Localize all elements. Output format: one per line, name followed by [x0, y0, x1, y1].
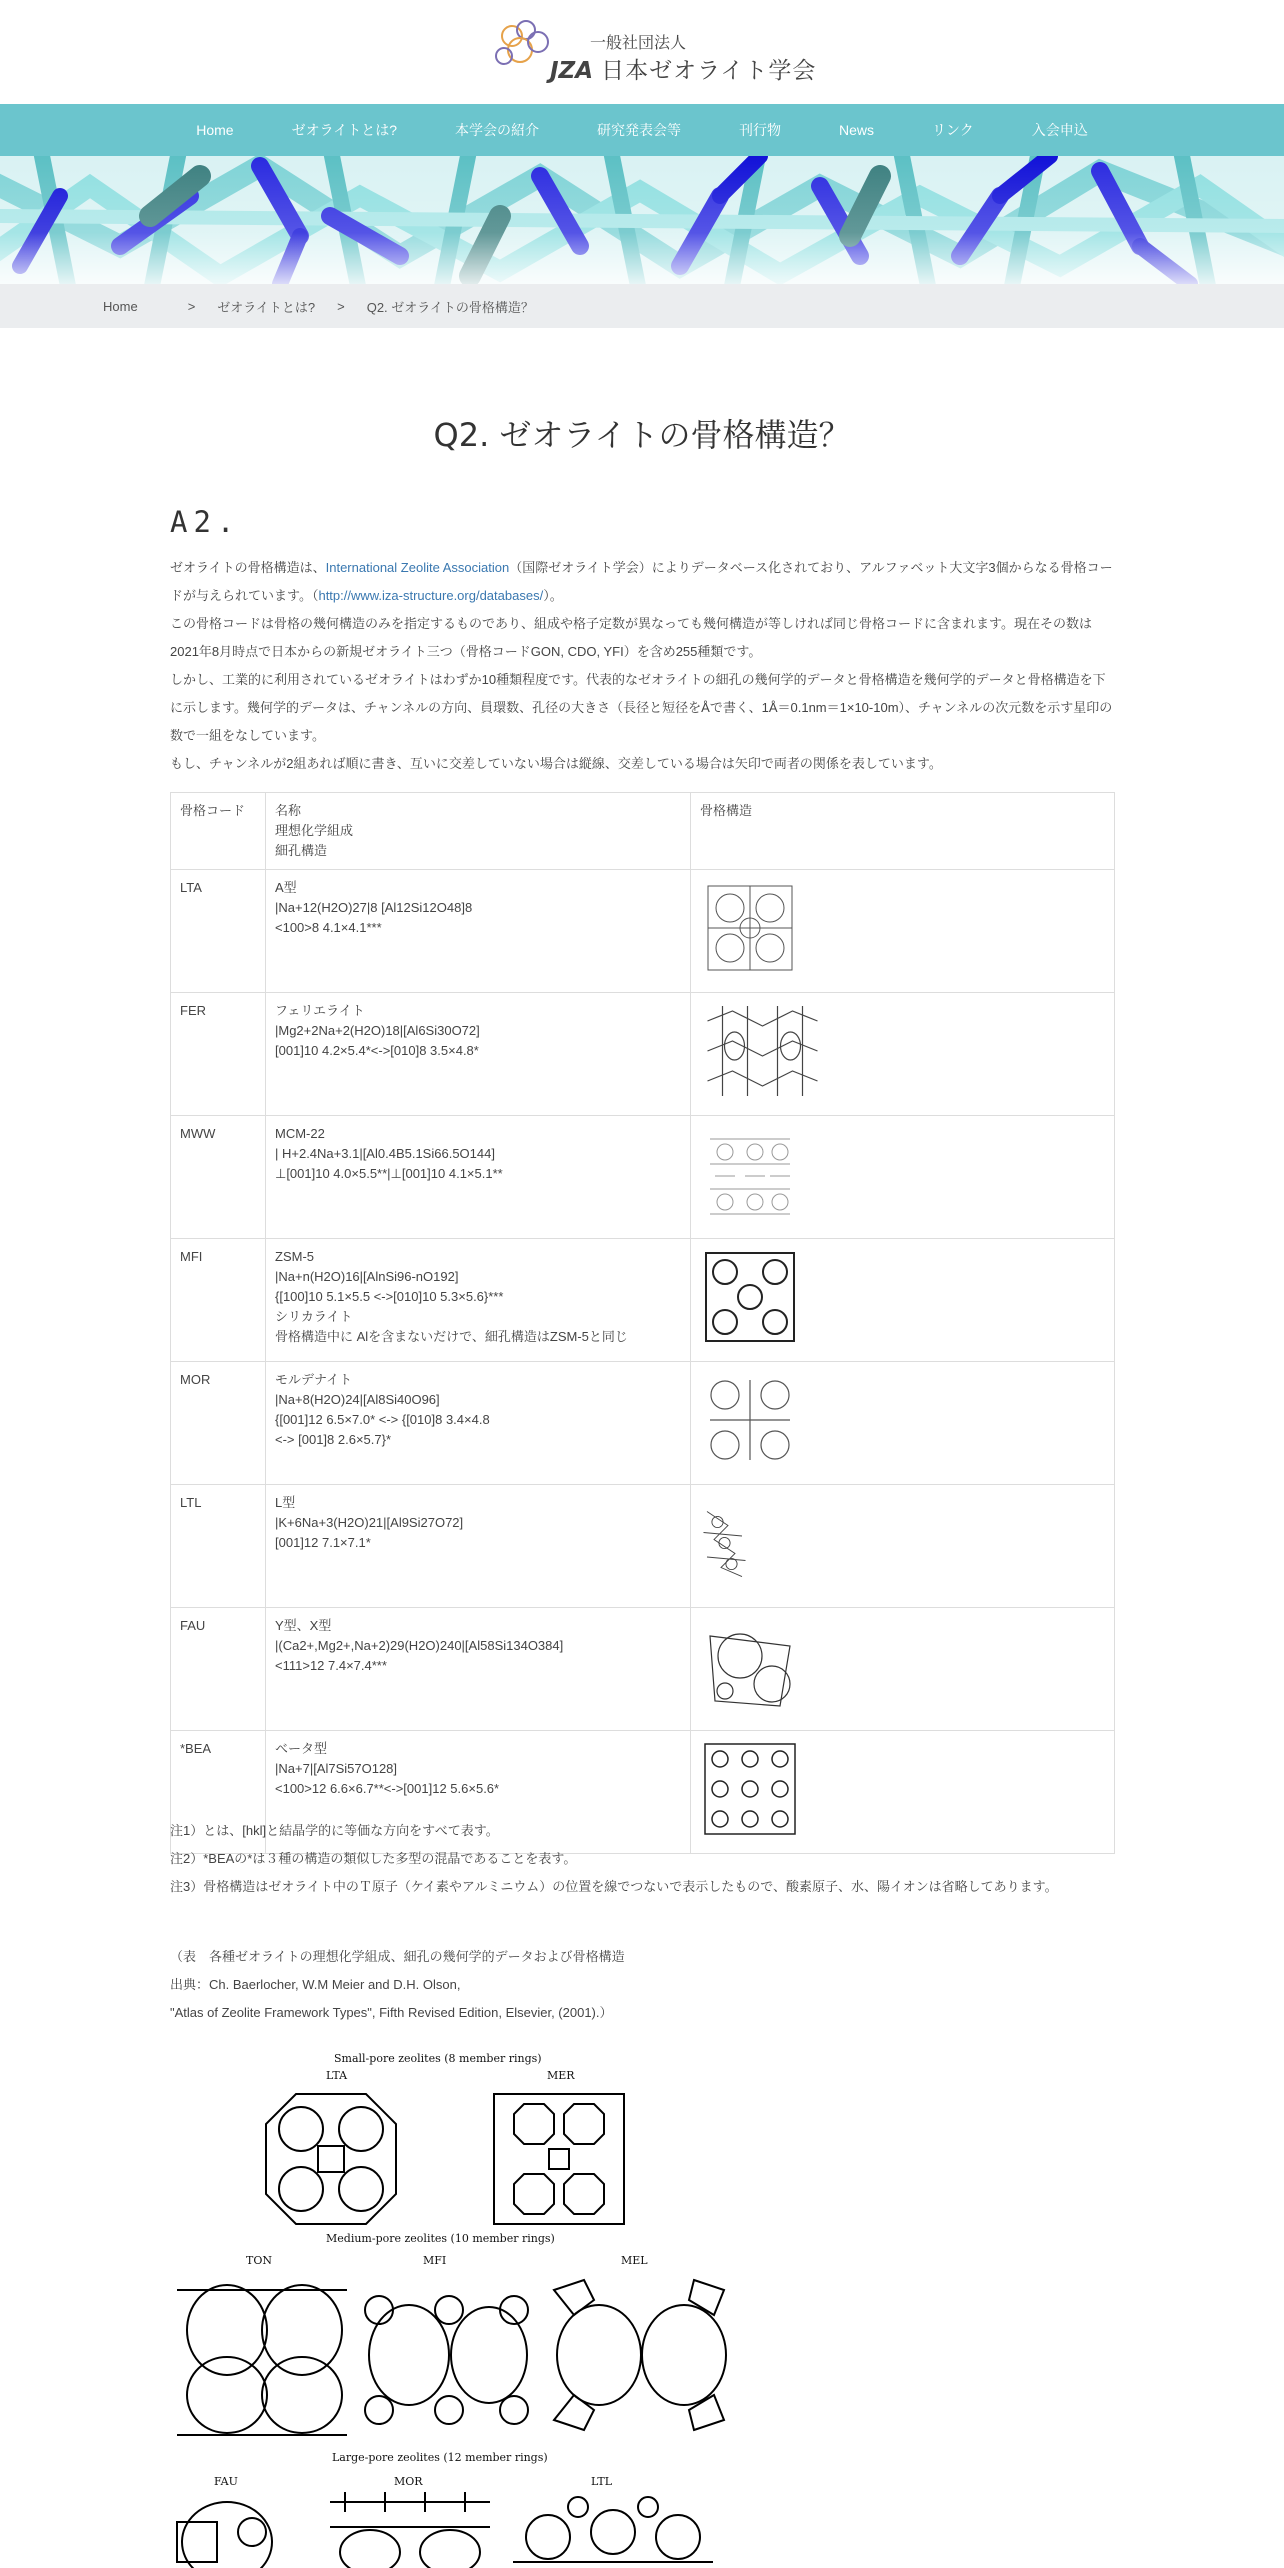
fig-label-lta: LTA [326, 2069, 348, 2082]
intro-paragraph-3: しかし、工業的に利用されているゼオライトはわずか10種類程度です。代表的なゼオライトの細孔の幾何学的データと骨格構造を幾何学的データと骨格構造を下に示します。幾何学的データは、チャンネルの方向、員環数、孔径の大きさ（長径と短径をÅで書く、1Å＝0.1nm＝1×10-10m）、チャンネルの次元数を示す星印の数で一組をなしています。 [170, 672, 1113, 743]
row-line: 骨格構造中に Alを含まないだけで、細孔構造はZSM-5と同じ [275, 1329, 628, 1344]
mfi-figure-image [354, 2270, 534, 2440]
zeolite-table [170, 792, 1115, 1854]
medium-pore-title: Medium-pore zeolites (10 member rings) [326, 2232, 555, 2245]
row-structure [691, 870, 1115, 993]
row-details [266, 1239, 691, 1362]
row-line: |Na+12(H2O)27|8 [Al12Si12O48]8 [275, 900, 473, 915]
row-structure [691, 1116, 1115, 1239]
row-line: Y型、X型 [275, 1618, 332, 1633]
iza-link[interactable]: International Zeolite Association [325, 560, 510, 575]
fau-structure-image [700, 1616, 800, 1716]
row-details [266, 993, 691, 1116]
row-line: |Mg2+2Na+2(H2O)18|[Al6Si30O72] [275, 1023, 480, 1038]
ltl-figure-image [508, 2492, 718, 2568]
row-line: {[001]12 6.5×7.0* <-> {[010]8 3.4×4.8 [275, 1412, 490, 1427]
breadcrumb-current: Q2. ゼオライトの骨格構造？ [366, 299, 534, 315]
nav-publications[interactable]: 刊行物 [738, 122, 781, 138]
source-line-3: "Atlas of Zeolite Framework Types", Fifth Revised Edition, Elsevier, (2001).） [170, 2005, 613, 2020]
fig-label-mer: MER [547, 2069, 575, 2082]
small-pore-title: Small-pore zeolites (8 member rings) [334, 2052, 542, 2065]
row-code: FAU [171, 1608, 266, 1731]
intro-text-1c: ）。 [543, 588, 563, 603]
row-line: シリカライト [275, 1309, 353, 1324]
page-title: Q2. ゼオライトの骨格構造？ [433, 416, 851, 454]
row-line: モルデナイト [275, 1372, 353, 1387]
large-pore-title: Large-pore zeolites (12 member rings) [332, 2451, 548, 2464]
row-line: | H+2.4Na+3.1|[Al0.4B5.1Si66.5O144] [275, 1146, 495, 1161]
breadcrumb-separator: > [337, 298, 345, 314]
nav-links[interactable]: リンク [932, 122, 974, 138]
row-line: {[100]10 5.1×5.5 <->[010]10 5.3×5.6}*** [275, 1289, 504, 1304]
row-details [266, 1485, 691, 1608]
row-line: ZSM-5 [275, 1249, 314, 1264]
fer-structure-image [700, 1001, 825, 1101]
row-structure [691, 1362, 1115, 1485]
header-structure: 骨格構造 [691, 793, 1115, 870]
row-structure [691, 1608, 1115, 1731]
iza-database-link[interactable]: http://www.iza-structure.org/databases/ [318, 588, 544, 603]
logo-line1: 一般社団法人 [590, 33, 687, 52]
intro-paragraph-2: この骨格コードは骨格の幾何構造のみを指定するものであり、組成や格子定数が異なっても幾何構造が等しければ同じ骨格コードに含まれます。現在その数は2021年8月時点で日本からの新規ゼオライト三つ（骨格コードGON, CDO, YFI）を含め255種類です。 [170, 616, 1092, 659]
fig-label-ltl: LTL [591, 2475, 613, 2488]
nav-about-society[interactable]: 本学会の紹介 [454, 122, 539, 138]
nav-home[interactable]: Home [196, 122, 234, 138]
table-row [171, 1239, 1115, 1362]
intro-text-1b: （国際ゼオライト学会）によりデータベース化されており、アルファベット大文字3個からなる骨格コードが与えられています。（ [170, 560, 1113, 603]
row-code: MFI [171, 1239, 266, 1362]
breadcrumb-separator: > [187, 298, 196, 314]
row-line: [001]12 7.1×7.1* [275, 1535, 371, 1550]
row-details [266, 870, 691, 993]
row-line: |Na+8(H2O)24|[Al8Si40O96] [275, 1392, 440, 1407]
row-details [266, 1608, 691, 1731]
row-line: <100>12 6.6×6.7**<->[001]12 5.6×5.6* [275, 1781, 500, 1796]
note-3: 注3）骨格構造はゼオライト中のＴ原子（ケイ素やアルミニウム）の位置を線でつないで表示したもので、酸素原子、水、陽イオンは省略してあります。 [170, 1879, 1058, 1894]
row-code: MWW [171, 1116, 266, 1239]
row-structure [691, 1485, 1115, 1608]
intro-text [170, 554, 1115, 778]
source-citation [170, 1943, 1115, 2027]
fig-label-fau: FAU [214, 2475, 238, 2488]
table-row [171, 1362, 1115, 1485]
logo-name [550, 52, 816, 85]
lta-figure-image [256, 2084, 406, 2234]
breadcrumb [0, 284, 1284, 328]
mor-structure-image [700, 1370, 800, 1470]
fau-figure-image [172, 2492, 292, 2568]
table-row [171, 1485, 1115, 1608]
row-details [266, 1362, 691, 1485]
ton-figure-image [172, 2270, 352, 2440]
zeolite-model-image [0, 156, 1284, 284]
hero-banner [0, 156, 1284, 284]
row-line: |K+6Na+3(H2O)21|[Al9Si27O72] [275, 1515, 464, 1530]
note-1: 注1）とは、[hkl]と結晶学的に等価な方向をすべて表す。 [170, 1823, 499, 1838]
logo-org-name: 日本ゼオライト学会 [601, 58, 817, 84]
row-details [266, 1116, 691, 1239]
table-row [171, 870, 1115, 993]
table-row [171, 993, 1115, 1116]
mfi-structure-image [700, 1247, 800, 1347]
row-line: <100>8 4.1×4.1*** [275, 920, 382, 935]
intro-paragraph-4: もし、チャンネルが2組あれば順に書き、互いに交差していない場合は縦線、交差している場合は矢印で両者の関係を表しています。 [170, 756, 942, 771]
breadcrumb-home[interactable]: Home [103, 298, 138, 314]
table-header-row [171, 793, 1115, 870]
row-line: MCM-22 [275, 1126, 325, 1141]
header-code: 骨格コード [171, 793, 266, 870]
mel-figure-image [544, 2270, 734, 2440]
row-code: LTA [171, 870, 266, 993]
row-line: A型 [275, 880, 297, 895]
fig-label-mfi: MFI [423, 2254, 447, 2267]
source-line-1: （表 各種ゼオライトの理想化学組成、細孔の幾何学的データおよび骨格構造 [170, 1949, 625, 1964]
answer-heading: A2. [170, 505, 241, 539]
intro-text-1a: ゼオライトの骨格構造は、 [170, 560, 326, 575]
note-2: 注2）*BEAの*は３種の構造の類似した多型の混晶であることを表す。 [170, 1851, 577, 1866]
row-code: *BEA [171, 1731, 266, 1854]
row-line: [001]10 4.2×5.4*<->[010]8 3.5×4.8* [275, 1043, 479, 1058]
fig-label-mor: MOR [394, 2475, 423, 2488]
fig-label-mel: MEL [621, 2254, 648, 2267]
notes [170, 1817, 1115, 1901]
row-line: ⊥[001]10 4.0×5.5**|⊥[001]10 4.1×5.1** [275, 1166, 503, 1181]
nav-meetings[interactable]: 研究発表会等 [596, 122, 681, 138]
row-line: |(Ca2+,Mg2+,Na+2)29(H2O)240|[Al58Si134O384] [275, 1638, 564, 1653]
table-row [171, 1116, 1115, 1239]
row-code: FER [171, 993, 266, 1116]
row-line: L型 [275, 1495, 296, 1510]
row-line: フェリエライト [275, 1003, 365, 1018]
row-line: <111>12 7.4×7.4*** [275, 1658, 387, 1673]
logo-abbr: JZA [550, 58, 594, 84]
row-line: ベータ型 [275, 1741, 328, 1756]
breadcrumb-zeolite[interactable]: ゼオライトとは? [217, 299, 316, 315]
main-nav [0, 104, 1284, 156]
source-line-2: 出典：Ch. Baerlocher, W.M Meier and D.H. Olson, [170, 1977, 461, 1992]
fig-label-ton: TON [246, 2254, 272, 2267]
row-line: |Na+7|[Al7Si57O128] [275, 1761, 398, 1776]
lta-structure-image [700, 878, 800, 978]
nav-join[interactable]: 入会申込 [1031, 122, 1088, 138]
header-name: 名称 理想化学組成 細孔構造 [266, 793, 691, 870]
mer-figure-image [484, 2084, 634, 2234]
row-code: LTL [171, 1485, 266, 1608]
ltl-structure-image [700, 1493, 770, 1593]
mww-structure-image [700, 1124, 800, 1224]
row-line: <-> [001]8 2.6×5.7}* [275, 1432, 392, 1447]
row-code: MOR [171, 1362, 266, 1485]
table-row [171, 1608, 1115, 1731]
nav-about-zeolite[interactable]: ゼオライトとは? [291, 122, 397, 138]
row-structure [691, 1239, 1115, 1362]
row-structure [691, 993, 1115, 1116]
intro-paragraph-1 [170, 554, 1115, 610]
mor-figure-image [325, 2492, 495, 2568]
site-header [0, 0, 1284, 104]
row-line: |Na+n(H2O)16|[AlnSi96-nO192] [275, 1269, 459, 1284]
nav-news[interactable]: News [838, 122, 874, 138]
